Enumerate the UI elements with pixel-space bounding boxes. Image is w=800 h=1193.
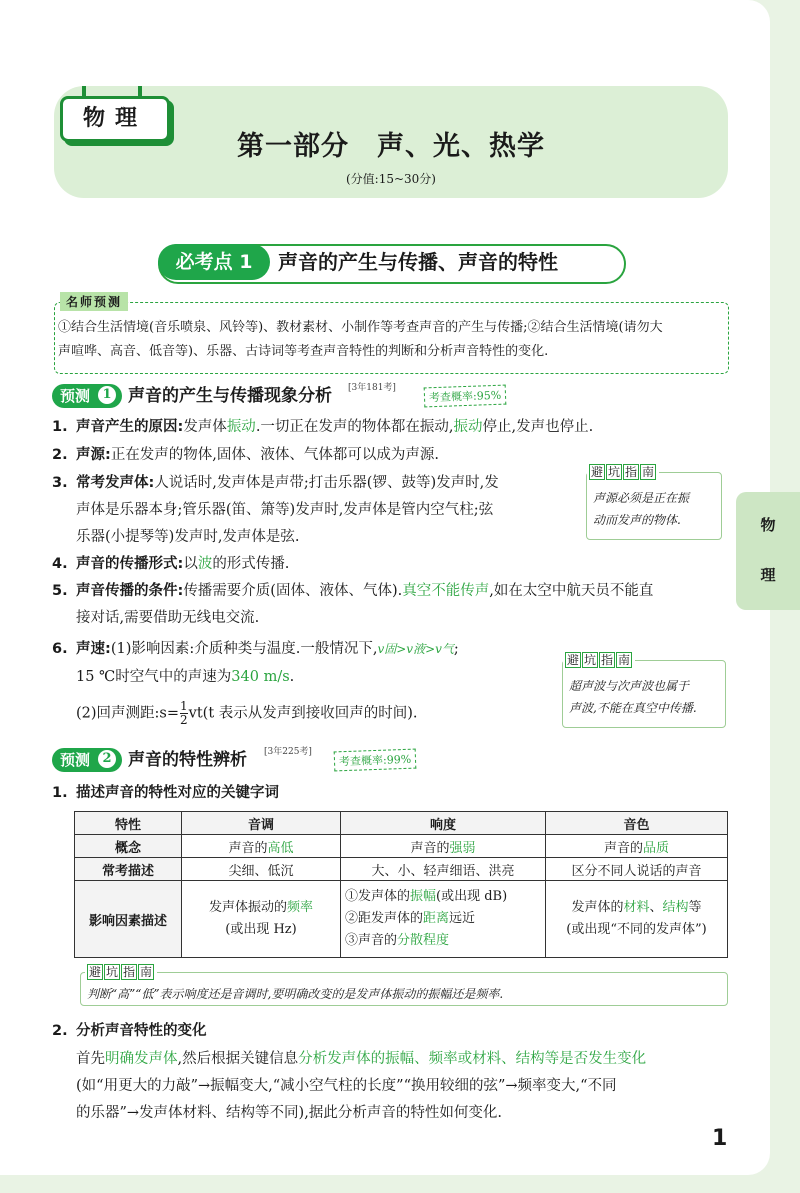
- point-title: 声音的产生与传播、声音的特性: [278, 250, 558, 274]
- prediction-1-rate: 考查概率:95%: [424, 385, 507, 408]
- table-cell: [341, 835, 546, 858]
- item-4-text-c: 的形式传播.: [212, 556, 290, 572]
- section-2-line-1-highlight-b: 明确发声体: [105, 1051, 178, 1067]
- section-1-heading: 描述声音的特性对应的关键字词: [76, 785, 279, 801]
- prediction-2-years: [3年225考]: [264, 747, 312, 757]
- section-2-line-1: [76, 1046, 736, 1073]
- tip-2-label-char-3: 指: [601, 653, 614, 667]
- item-5-text-a: 传播需要介质(固体、液体、气体).: [183, 583, 403, 599]
- tip-3-label-char-4: 南: [140, 965, 153, 979]
- item-6-fraction: [180, 700, 188, 727]
- cell-text: 、: [649, 900, 663, 915]
- item-1-number: 1.: [52, 419, 68, 435]
- teacher-text: [58, 316, 726, 364]
- cell-line: (或出现 Hz): [225, 922, 297, 937]
- tip-3-label-char-3: 指: [123, 965, 136, 979]
- teacher-line-2: 声喧哗、高音、低音等)、乐器、古诗词等考查声音特性的判断和分析声音特性的变化.: [58, 344, 549, 359]
- item-4-number: 4.: [52, 556, 68, 572]
- table-cell: [341, 881, 546, 958]
- part-score: (分值:15~30分): [345, 172, 436, 186]
- section-2-line-1-highlight-d: 分析发声体的振幅、频率或材料、结构等是否发生变化: [298, 1051, 647, 1067]
- tip-1-label-char-2: 坑: [608, 465, 621, 479]
- page-number: 1: [712, 1126, 728, 1151]
- cell-text: ②距发声体的: [345, 911, 424, 926]
- side-tab-char-1: 物: [760, 516, 776, 534]
- cell-text: 发声体振动的: [208, 900, 287, 915]
- subject-tag: 物理: [60, 96, 170, 142]
- item-4-keyword: 声音的传播形式:: [76, 556, 184, 572]
- table-cell: [546, 835, 728, 858]
- traits-table: [74, 811, 728, 958]
- tip-2-line-2: 声波,不能在真空中传播.: [569, 701, 697, 715]
- cell-highlight: 强弱: [449, 840, 476, 856]
- prediction-1-years: [3年181考]: [348, 383, 396, 393]
- section-2-line-1-c: ,然后根据关键信息: [177, 1051, 299, 1067]
- item-3-line-1: 人说话时,发声体是声带;打击乐器(锣、鼓等)发声时,发: [154, 475, 499, 491]
- section-2-number: 2.: [52, 1023, 68, 1039]
- item-1-highlight-d: 振动: [453, 419, 483, 435]
- table-header-loudness: 响度: [341, 812, 546, 835]
- item-6-line-2-a: 15 ℃时空气中的声速为: [76, 669, 232, 685]
- section-2-line-2: (如“用更大的力敲”→振幅变大,“减小空气柱的长度”“换用较细的弦”→频率变大,“不同: [76, 1078, 617, 1094]
- cell-highlight: 分散程度: [397, 933, 450, 948]
- part-title: 第一部分 声、光、热学: [237, 131, 545, 162]
- side-tab-char-2: 理: [760, 566, 776, 584]
- item-5-highlight: 真空不能传声: [402, 583, 490, 599]
- table-row: [75, 835, 728, 858]
- tip-2-text: [569, 675, 697, 719]
- cell-highlight: 距离: [423, 911, 450, 926]
- item-6-fraction-top: 1: [180, 699, 188, 713]
- tip-3-text: 判断“高”“低”表示响度还是音调时,要明确改变的是发声体振动的振幅还是频率.: [87, 987, 504, 1001]
- item-3-keyword: 常考发声体:: [76, 475, 155, 491]
- tip-2-line-1: 超声波与次声波也属于: [569, 679, 690, 693]
- item-2-text: 正在发声的物体,固体、液体、气体都可以成为声源.: [110, 447, 440, 463]
- item-6-line-2-c: .: [289, 669, 295, 685]
- cell-highlight: 材料: [623, 900, 650, 915]
- item-6-fraction-bottom: 2: [180, 713, 188, 727]
- item-6-text-a: (1)影响因素:介质种类与温度.一般情况下,: [110, 641, 378, 657]
- prediction-2-title: 声音的特性辨析: [128, 750, 247, 770]
- item-3-number: 3.: [52, 475, 68, 491]
- prediction-2-number: 2: [98, 750, 116, 768]
- tip-box-3: [80, 965, 728, 1006]
- table-cell: 尖细、低沉: [182, 858, 341, 881]
- item-6-sound-speed: 340 m/s: [231, 669, 290, 685]
- cell-text: 声音的: [228, 840, 268, 856]
- tip-1-label-char-3: 指: [625, 465, 638, 479]
- teacher-line-1: ①结合生活情境(音乐喷泉、风铃等)、教材素材、小制作等考查声音的产生与传播;②结合生活情境(请勿大: [58, 320, 663, 335]
- item-2-number: 2.: [52, 447, 68, 463]
- table-header-row: [75, 812, 728, 835]
- tip-1-text: [593, 487, 689, 531]
- section-1-title: [52, 780, 279, 807]
- item-1-text-a: 发声体: [183, 419, 227, 435]
- item-1-highlight-b: 振动: [226, 419, 256, 435]
- item-5-keyword: 声音传播的条件:: [76, 583, 184, 599]
- cell-line: (或出现“不同的发声体”): [566, 922, 707, 937]
- item-1-text-e: 停止,发声也停止.: [482, 419, 594, 435]
- tip-3-label: [85, 964, 157, 980]
- cell-highlight: 高低: [267, 840, 294, 856]
- prediction-2-pill-label: 预测: [60, 751, 91, 769]
- cell-highlight: 品质: [643, 840, 670, 856]
- cell-text: 发声体的: [571, 900, 624, 915]
- item-3: [52, 470, 499, 497]
- cell-highlight: 结构: [662, 900, 689, 915]
- cell-text: ③声音的: [345, 933, 398, 948]
- item-1-keyword: 声音产生的原因:: [76, 419, 184, 435]
- item-4-highlight: 波: [197, 556, 213, 572]
- item-3-line-2: 声体是乐器本身;管乐器(笛、箫等)发声时,发声体是管内空气柱;弦: [76, 502, 494, 518]
- tip-box-1: [586, 465, 722, 540]
- tip-3-label-char-2: 坑: [106, 965, 119, 979]
- item-3-line-3: 乐器(小提琴等)发声时,发声体是弦.: [76, 529, 300, 545]
- tip-1-label-char-4: 南: [642, 465, 655, 479]
- tip-1-label: [587, 464, 659, 480]
- section-2-heading: 分析声音特性的变化: [76, 1023, 207, 1039]
- cell-text: ①发声体的: [345, 889, 411, 904]
- cell-highlight: 频率: [287, 900, 314, 915]
- table-row-head: 概念: [75, 835, 182, 858]
- item-5-number: 5.: [52, 583, 68, 599]
- point-pill: 必考点 1: [158, 244, 270, 280]
- cell-text: 远近: [449, 911, 476, 926]
- item-5-line-2: 接对话,需要借助无线电交流.: [76, 610, 260, 626]
- prediction-1-pill-label: 预测: [60, 387, 91, 405]
- prediction-2-heading: [52, 748, 552, 772]
- table-cell: [182, 835, 341, 858]
- table-row-head: 常考描述: [75, 858, 182, 881]
- tip-box-2: [562, 653, 726, 728]
- cell-text: 声音的: [410, 840, 450, 856]
- section-2-line-3: 的乐器”→发声体材料、结构等不同),据此分析声音的特性如何变化.: [76, 1105, 502, 1121]
- item-4-text-a: 以: [183, 556, 198, 572]
- table-header-trait: 特性: [75, 812, 182, 835]
- item-5: [52, 578, 732, 605]
- table-row: [75, 858, 728, 881]
- section-1-number: 1.: [52, 785, 68, 801]
- side-tab: [736, 492, 800, 610]
- item-6-line-3-a: (2)回声测距:s=: [76, 705, 180, 722]
- item-6-line-3-b: vt(t 表示从发声到接收回声的时间).: [188, 705, 418, 722]
- table-cell: [182, 881, 341, 958]
- cell-line: [345, 930, 541, 952]
- table-header-pitch: 音调: [182, 812, 341, 835]
- cell-line: [345, 886, 541, 908]
- prediction-1-title: 声音的产生与传播现象分析: [128, 386, 332, 406]
- prediction-2-rate: 考查概率:99%: [334, 749, 417, 772]
- item-1-text-c: .一切正在发声的物体都在振动,: [255, 419, 454, 435]
- cell-line: [345, 908, 541, 930]
- tip-1-label-char-1: 避: [591, 465, 604, 479]
- item-6-keyword: 声速:: [76, 641, 111, 657]
- section-2-line-1-a: 首先: [76, 1051, 105, 1067]
- section-2-title: [52, 1018, 207, 1045]
- table-row-head: 影响因素描述: [75, 881, 182, 958]
- table-header-timbre: 音色: [546, 812, 728, 835]
- tip-3-label-char-1: 避: [89, 965, 102, 979]
- prediction-1-number: 1: [98, 386, 116, 404]
- item-5-text-c: ,如在太空中航天员不能直: [489, 583, 654, 599]
- tip-1-line-1: 声源必须是正在振: [593, 491, 690, 505]
- cell-text: 声音的: [603, 840, 643, 856]
- tip-2-label-char-4: 南: [618, 653, 631, 667]
- item-6-speed-order: v固>v液>v气: [377, 642, 454, 656]
- table-cell: 大、小、轻声细语、洪亮: [341, 858, 546, 881]
- item-4: [52, 551, 289, 578]
- cell-line: [186, 897, 336, 919]
- table-cell: 区分不同人说话的声音: [546, 858, 728, 881]
- cell-line: [550, 897, 723, 919]
- tip-2-label-char-1: 避: [567, 653, 580, 667]
- tip-2-label-char-2: 坑: [584, 653, 597, 667]
- item-2: [52, 442, 439, 469]
- item-6-line-3: [76, 700, 418, 728]
- item-6: [52, 636, 459, 663]
- item-1: [52, 414, 593, 441]
- item-6-text-c: ;: [453, 641, 459, 657]
- teacher-label: 名师预测: [60, 292, 128, 311]
- cell-text: 等: [688, 900, 702, 915]
- item-2-keyword: 声源:: [76, 447, 111, 463]
- tip-1-line-2: 动而发声的物体.: [593, 513, 681, 527]
- prediction-1-heading: [52, 384, 552, 408]
- table-cell: [546, 881, 728, 958]
- item-6-line-2: [76, 664, 294, 691]
- cell-text: (或出现 dB): [436, 889, 508, 904]
- tip-2-label: [563, 652, 635, 668]
- cell-highlight: 振幅: [410, 889, 437, 904]
- item-6-number: 6.: [52, 641, 68, 657]
- table-row: [75, 881, 728, 958]
